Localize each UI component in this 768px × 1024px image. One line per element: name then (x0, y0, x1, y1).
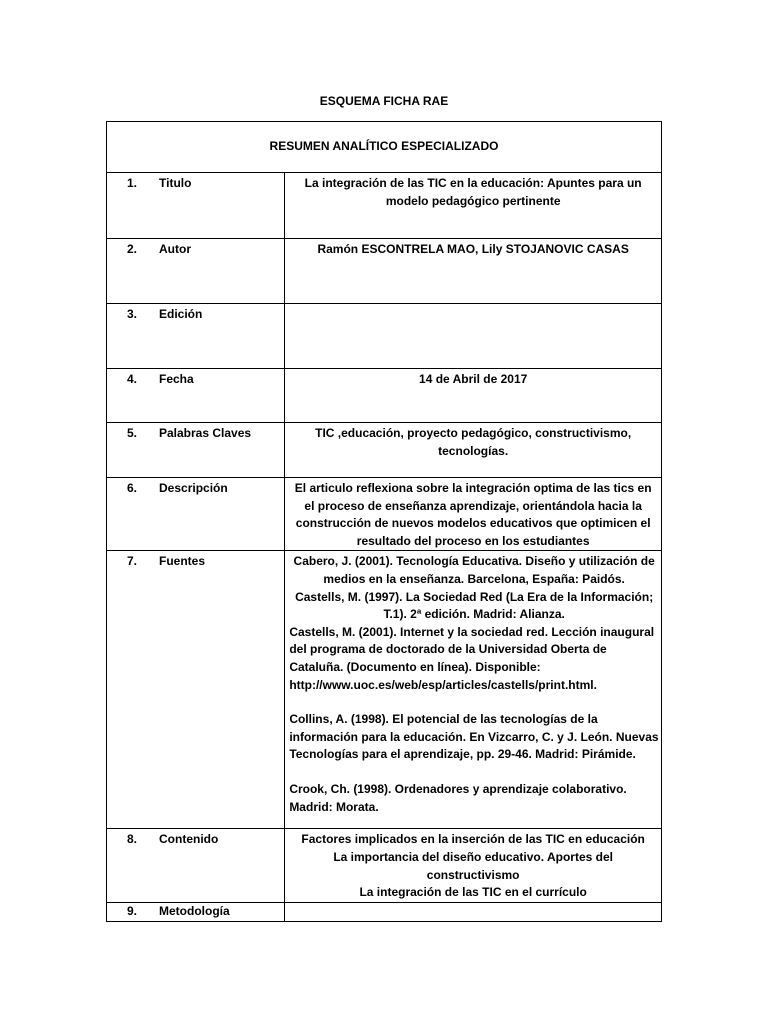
row-value (285, 304, 661, 306)
row-label: Autor (159, 242, 191, 256)
row-label: Fecha (159, 372, 194, 386)
row-value: La integración de las TIC en la educación: Apuntes para un modelo pedagógico pertinente (304, 176, 642, 208)
row-fuentes (107, 551, 662, 829)
row-descripcion (107, 478, 662, 551)
content-list (285, 829, 661, 901)
label-cell (107, 173, 285, 239)
row-palabras-claves (107, 423, 662, 478)
rae-table (106, 121, 662, 922)
value-cell (285, 173, 662, 239)
content-line: La integración de las TIC en el currículo (359, 885, 587, 900)
row-number: 8. (126, 832, 137, 847)
row-value: El articulo reflexiona sobre la integración optima de las tics en el proceso de enseñanza aprendizaje, orientándola hacia la construcción de nuevos modelos educativos que optimicen el resultado del proceso en los estudiantes (294, 481, 652, 548)
row-number: 2. (126, 242, 137, 256)
sources-list (285, 551, 661, 816)
source-entry: Cabero, J. (2001). Tecnología Educativa. Diseño y utilización de medios en la enseñanza. Barcelona, España: Paidós. (293, 554, 655, 586)
label-cell (107, 902, 285, 921)
source-entry: Castells, M. (1997). La Sociedad Red (La Era de la Información; T.1). 2ª edición. Madrid: Alianza. (295, 589, 654, 622)
row-value (285, 903, 661, 905)
source-entry: Collins, A. (1998). El potencial de las tecnologías de la información para la educación. En Vizcarro, C. y J. León. Nuevas Tecnologías para el aprendizaje, pp. 29-46. Madrid: Pirámide. (289, 712, 659, 762)
table-header: RESUMEN ANALÍTICO ESPECIALIZADO (107, 122, 662, 173)
value-cell (285, 551, 662, 829)
label-cell (107, 239, 285, 304)
row-number: 4. (126, 372, 137, 386)
row-number: 7. (126, 554, 137, 569)
content-line: Factores implicados en la inserción de las TIC en educación (301, 832, 645, 847)
value-cell (285, 239, 662, 304)
row-number: 6. (126, 481, 137, 495)
value-cell (285, 829, 662, 902)
row-fecha (107, 369, 662, 423)
row-titulo (107, 173, 662, 239)
row-label: Fuentes (159, 554, 206, 569)
label-cell (107, 304, 285, 369)
content-line: La importancia del diseño educativo. Aportes del constructivismo (333, 849, 613, 882)
row-contenido (107, 829, 662, 902)
value-cell (285, 369, 662, 423)
label-cell (107, 423, 285, 478)
row-value: TIC ,educación, proyecto pedagógico, constructivismo, tecnologías. (315, 426, 632, 458)
row-label: Palabras Claves (159, 426, 252, 440)
row-label: Edición (159, 307, 203, 321)
row-number: 3. (126, 307, 137, 321)
row-metodologia (107, 902, 662, 921)
label-cell (107, 478, 285, 551)
row-label: Descripción (159, 481, 228, 495)
row-number: 5. (126, 426, 137, 440)
value-cell (285, 423, 662, 478)
value-cell (285, 304, 662, 369)
row-label: Metodología (159, 903, 230, 918)
row-number: 9. (126, 903, 137, 918)
value-cell (285, 902, 662, 921)
table-header-row (107, 122, 662, 173)
row-value: 14 de Abril de 2017 (419, 372, 528, 386)
row-label: Titulo (159, 176, 192, 190)
label-cell (107, 551, 285, 829)
document-title: ESQUEMA FICHA RAE (319, 94, 449, 108)
label-cell (107, 829, 285, 902)
row-value: Ramón ESCONTRELA MAO, Lily STOJANOVIC CASAS (317, 242, 629, 256)
source-entry: Castells, M. (2001). Internet y la sociedad red. Lección inaugural del programa de doctorado de la Universidad Oberta de Cataluña. (Documento en línea). Disponible: http://www.uoc.es/web/esp/articles/castells/print.html. (289, 624, 655, 692)
source-entry: Crook, Ch. (1998). Ordenadores y aprendizaje colaborativo. Madrid: Morata. (289, 781, 627, 814)
label-cell (107, 369, 285, 423)
row-autor (107, 239, 662, 304)
row-edicion (107, 304, 662, 369)
row-number: 1. (126, 176, 137, 190)
value-cell (285, 478, 662, 551)
row-label: Contenido (159, 832, 219, 847)
